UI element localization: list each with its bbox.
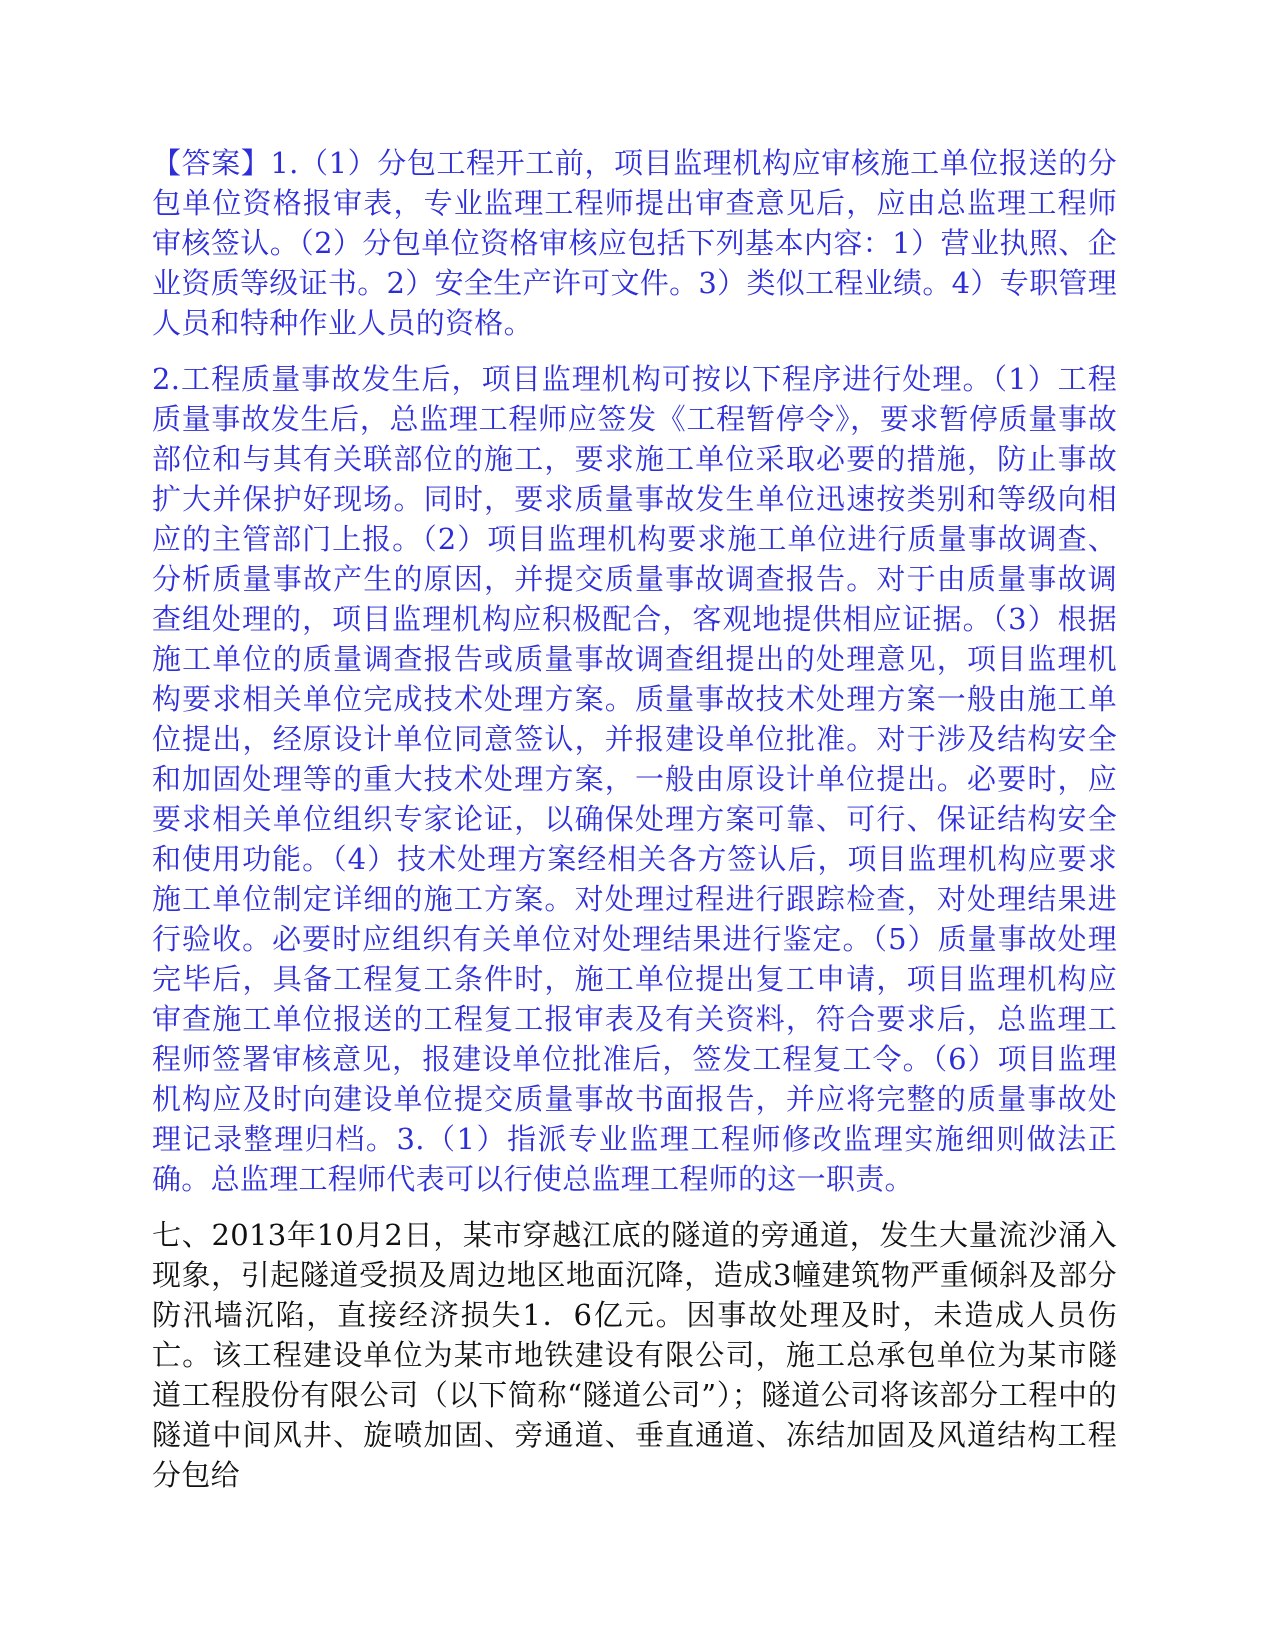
document-body [152, 143, 1117, 1495]
question-paragraph: 七、2013年10月2日，某市穿越江底的隧道的旁通道，发生大量流沙涌入现象，引起隧道受损及周边地区地面沉降，造成3幢建筑物严重倾斜及部分防汛墙沉陷，直接经济损失1．6亿元。因事故处理及时，未造成人员伤亡。该工程建设单位为某市地铁建设有限公司，施工总承包单位为某市隧道工程股份有限公司（以下简称“隧道公司”）；隧道公司将该部分工程中的隧道中间风井、旋喷加固、旁通道、垂直通道、冻结加固及风道结构工程分包给 [152, 1218, 1117, 1492]
answer-paragraph-1: 【答案】1.（1）分包工程开工前，项目监理机构应审核施工单位报送的分包单位资格报审表，专业监理工程师提出审查意见后，应由总监理工程师审核签认。（2）分包单位资格审核应包括下列基本内容：1）营业执照、企业资质等级证书。2）安全生产许可文件。3）类似工程业绩。4）专职管理人员和特种作业人员的资格。 [152, 146, 1117, 340]
answer-paragraph-2: 2.工程质量事故发生后，项目监理机构可按以下程序进行处理。（1）工程质量事故发生后，总监理工程师应签发《工程暂停令》，要求暂停质量事故部位和与其有关联部位的施工，要求施工单位采取必要的措施，防止事故扩大并保护好现场。同时，要求质量事故发生单位迅速按类别和等级向相应的主管部门上报。（2）项目监理机构要求施工单位进行质量事故调查、分析质量事故产生的原因，并提交质量事故调查报告。对于由质量事故调查组处理的，项目监理机构应积极配合，客观地提供相应证据。（3）根据施工单位的质量调查报告或质量事故调查组提出的处理意见，项目监理机构要求相关单位完成技术处理方案。质量事故技术处理方案一般由施工单位提出，经原设计单位同意签认，并报建设单位批准。对于涉及结构安全和加固处理等的重大技术处理方案，一般由原设计单位提出。必要时，应要求相关单位组织专家论证，以确保处理方案可靠、可行、保证结构安全和使用功能。（4）技术处理方案经相关各方签认后，项目监理机构应要求施工单位制定详细的施工方案。对处理过程进行跟踪检查，对处理结果进行验收。必要时应组织有关单位对处理结果进行鉴定。（5）质量事故处理完毕后，具备工程复工条件时，施工单位提出复工申请，项目监理机构应审查施工单位报送的工程复工报审表及有关资料，符合要求后，总监理工程师签署审核意见，报建设单位批准后，签发工程复工令。（6）项目监理机构应及时向建设单位提交质量事故书面报告，并应将完整的质量事故处理记录整理归档。3.（1）指派专业监理工程师修改监理实施细则做法正确。总监理工程师代表可以行使总监理工程师的这一职责。 [152, 362, 1117, 1196]
